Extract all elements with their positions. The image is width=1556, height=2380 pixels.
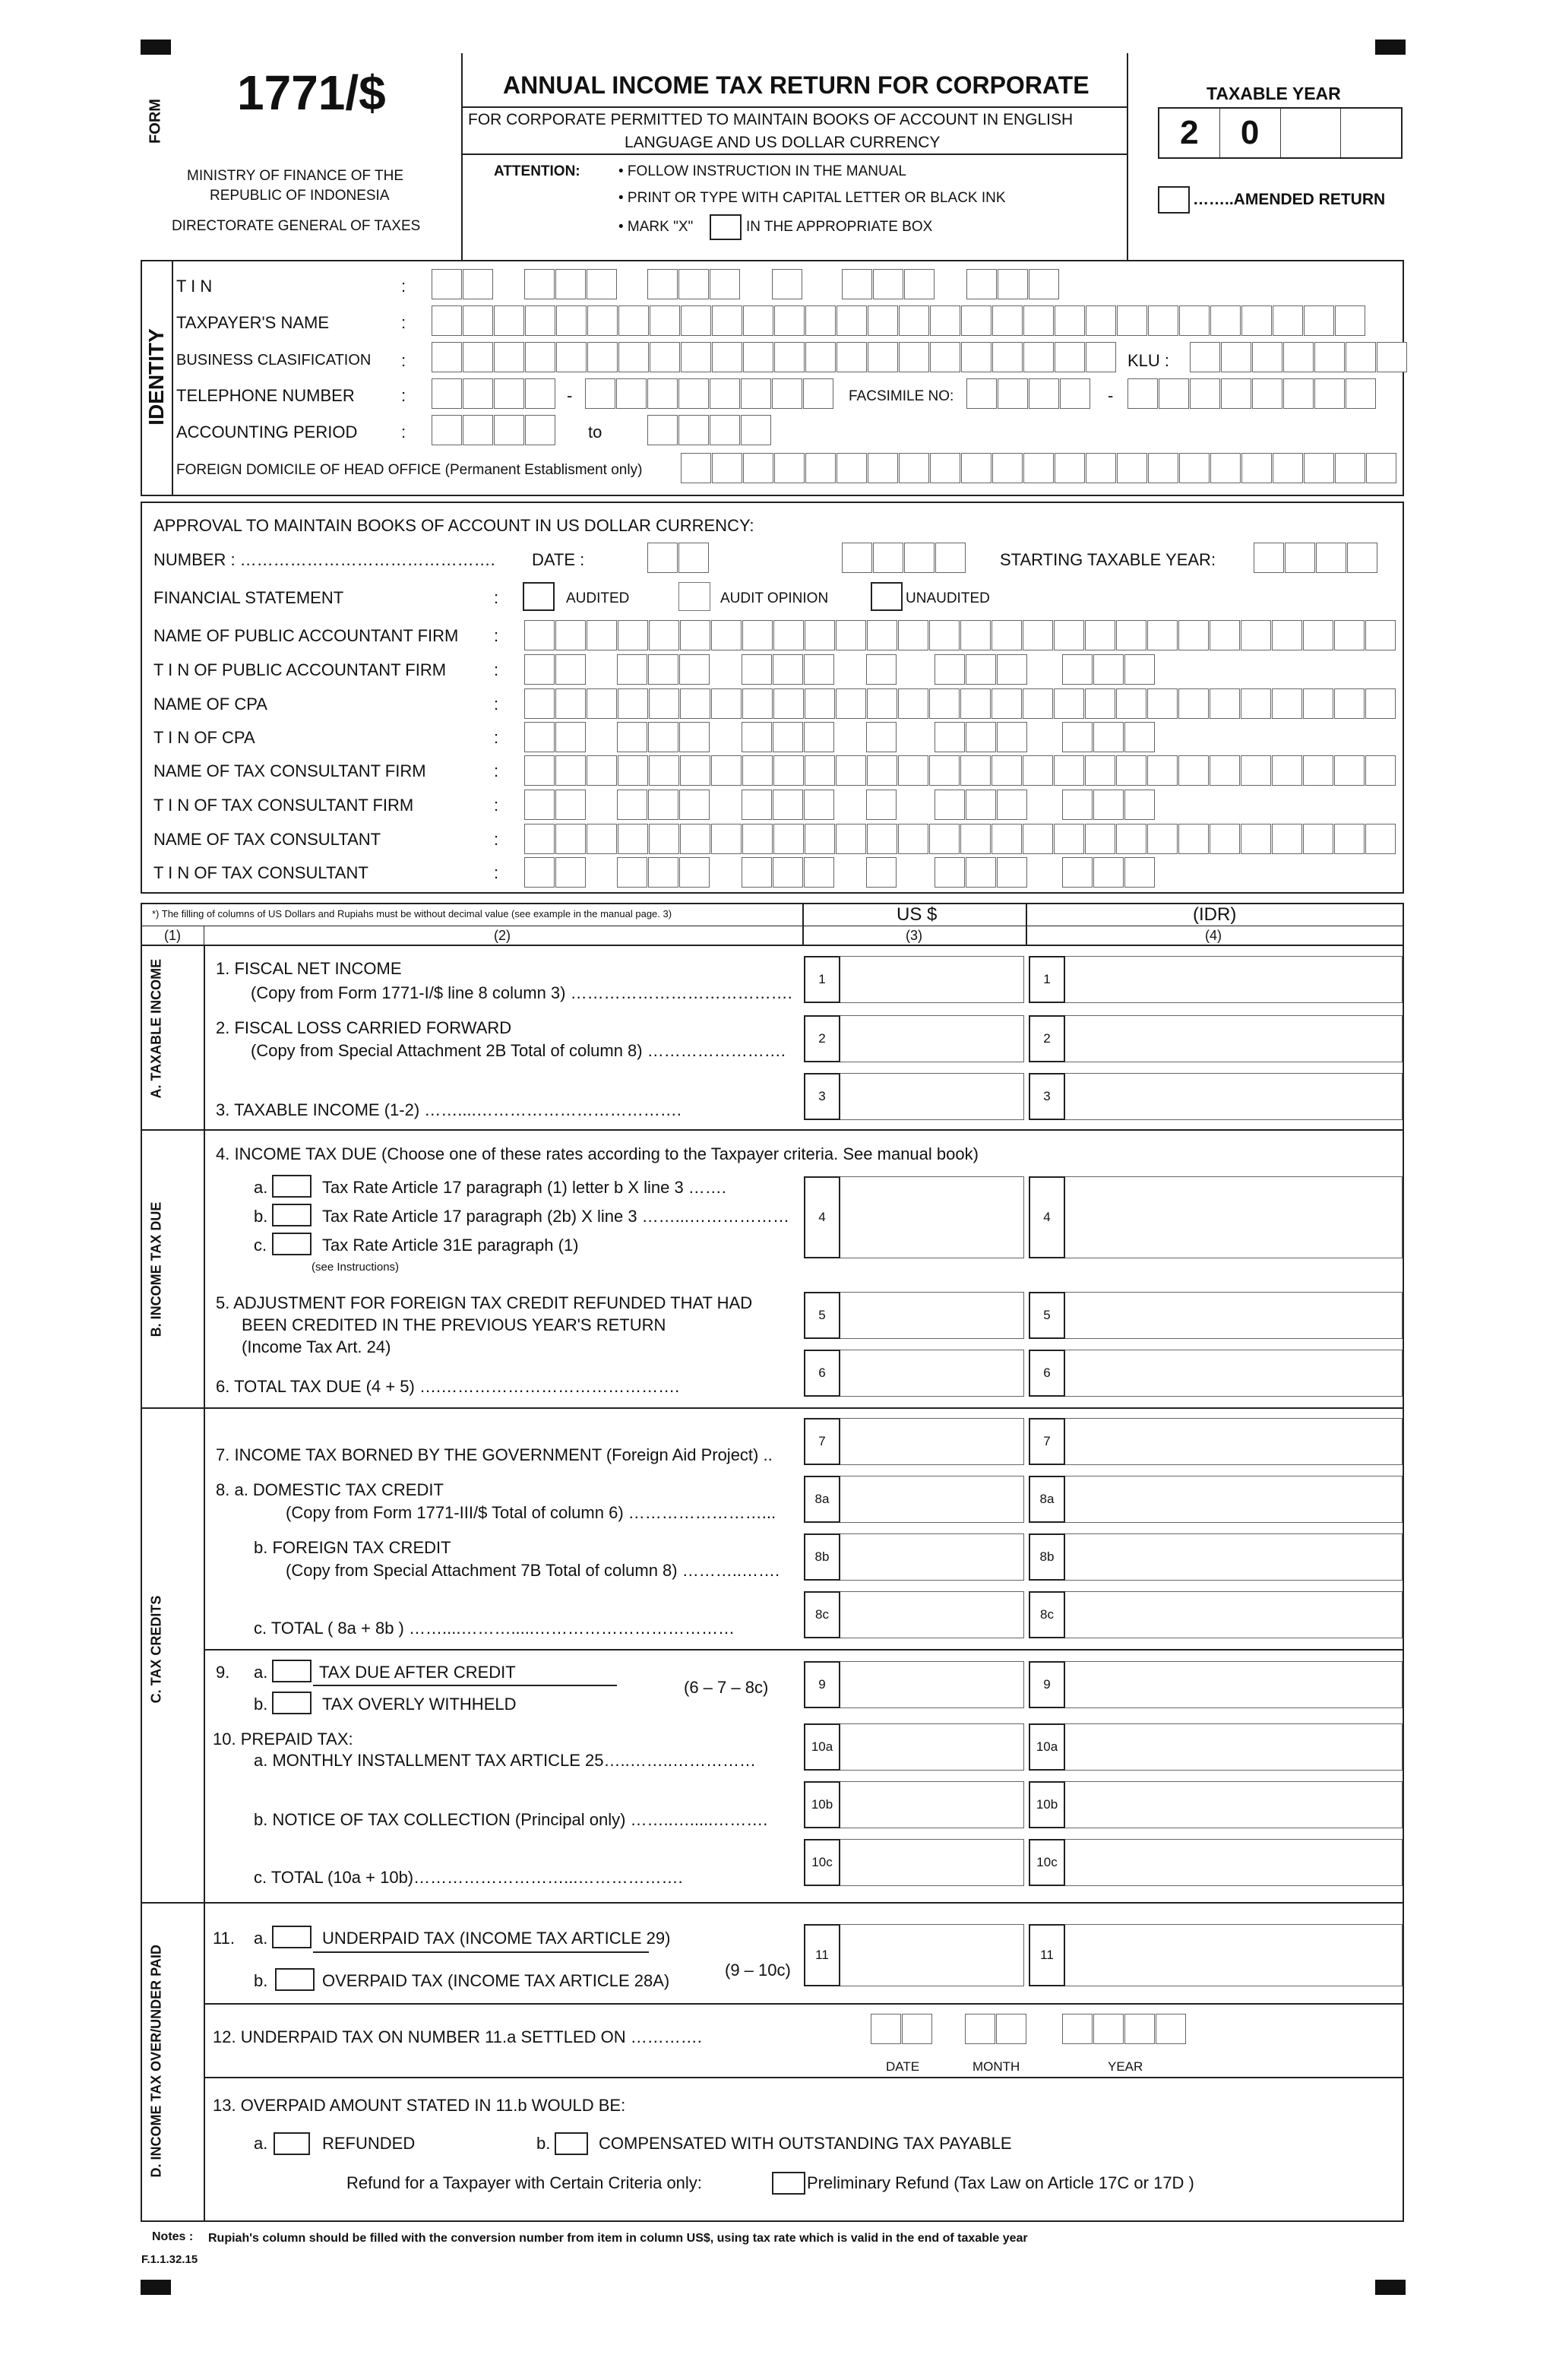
line-number-box: 1: [804, 956, 840, 1003]
audit-opinion-checkbox[interactable]: [678, 582, 710, 611]
line-number-box: 4: [804, 1176, 840, 1258]
line-number-box: 3: [804, 1073, 840, 1120]
instruction-3: • MARK "X": [618, 219, 694, 235]
line-number-box: 11: [1029, 1924, 1065, 1986]
tin-cells[interactable]: [772, 269, 803, 299]
col-idr-header: (IDR): [1193, 904, 1237, 925]
approval-month-year-cells[interactable]: [842, 543, 966, 573]
line-3-label: 3. TAXABLE INCOME (1-2) ……....……………………………….: [216, 1100, 682, 1119]
facsimile-label: FACSIMILE NO:: [849, 388, 954, 404]
to-label: to: [588, 423, 602, 442]
approval-tin-cells[interactable]: [866, 790, 897, 820]
line-number-box: 5: [804, 1292, 840, 1339]
idr-amount-field[interactable]: [1029, 1015, 1403, 1062]
amended-return-checkbox[interactable]: [1158, 186, 1190, 214]
approval-tin-cells[interactable]: [524, 654, 587, 685]
refunded-checkbox[interactable]: [274, 2132, 310, 2155]
settled-date-label: DATE: [886, 2059, 920, 2074]
form-title: ANNUAL INCOME TAX RETURN FOR CORPORATE: [503, 71, 1090, 99]
rate-a-checkbox[interactable]: [272, 1175, 312, 1198]
business-class-cells[interactable]: [432, 342, 1117, 372]
line-8b-label: b. FOREIGN TAX CREDIT: [254, 1538, 451, 1557]
compensated-label: COMPENSATED WITH OUTSTANDING TAX PAYABLE: [599, 2134, 1012, 2153]
approval-tin-cells[interactable]: [742, 857, 835, 888]
line-1-note: (Copy from Form 1771-I/$ line 8 column 3) ………………………………….: [251, 983, 792, 1002]
period-to-cells[interactable]: [647, 415, 772, 445]
tin-cells[interactable]: [842, 269, 935, 299]
approval-tin-cells[interactable]: [524, 790, 587, 820]
registration-mark: [141, 40, 171, 55]
line-5-label: 5. ADJUSTMENT FOR FOREIGN TAX CREDIT REFUNDED THAT HAD: [216, 1293, 753, 1312]
registration-mark: [141, 2280, 171, 2295]
line-number-box: 4: [1029, 1176, 1065, 1258]
line-10a-label: a. MONTHLY INSTALLMENT TAX ARTICLE 25…..……..……………: [254, 1751, 756, 1770]
line-4c-note: (see Instructions): [312, 1261, 400, 1274]
approval-tin-cells[interactable]: [742, 654, 835, 685]
refunded-label: REFUNDED: [322, 2134, 416, 2153]
line-12-label: 12. UNDERPAID TAX ON NUMBER 11.a SETTLED ON ………….: [213, 2027, 702, 2046]
approval-tin-cells[interactable]: [935, 722, 1028, 752]
line-number-box: 10b: [804, 1781, 840, 1828]
approval-tin-cells[interactable]: [935, 654, 1028, 685]
business-class-label: BUSINESS CLASIFICATION: [176, 352, 372, 369]
line-9-formula: (6 – 7 – 8c): [684, 1678, 769, 1697]
line-number-box: 8b: [804, 1533, 840, 1581]
notes-text: Rupiah's column should be filled with the conversion number from item in column US$, using tax rate which is valid in the end of taxable year: [208, 2232, 1028, 2245]
idr-amount-field[interactable]: [1029, 1073, 1403, 1120]
ministry-line-2: REPUBLIC OF INDONESIA: [210, 188, 390, 204]
settled-month-label: MONTH: [972, 2059, 1020, 2074]
line-number-box: 11: [804, 1924, 840, 1986]
approval-tin-cells[interactable]: [935, 857, 1028, 888]
approval-tin-cells[interactable]: [617, 790, 710, 820]
idr-amount-field[interactable]: [1029, 1781, 1403, 1828]
approval-tin-cells[interactable]: [1062, 722, 1156, 752]
sample-checkbox: [710, 214, 742, 240]
attention-label: ATTENTION:: [494, 163, 580, 179]
tax-overly-withheld-checkbox[interactable]: [272, 1692, 312, 1714]
tin-cells[interactable]: [647, 269, 741, 299]
rate-c-checkbox[interactable]: [272, 1233, 312, 1255]
rate-b-checkbox[interactable]: [272, 1204, 312, 1226]
idr-amount-field[interactable]: [1029, 1533, 1403, 1581]
tin-cells[interactable]: [432, 269, 494, 299]
idr-amount-field[interactable]: [1029, 1476, 1403, 1523]
approval-heading: APPROVAL TO MAINTAIN BOOKS OF ACCOUNT IN US DOLLAR CURRENCY:: [153, 516, 754, 535]
line-number-box: 5: [1029, 1292, 1065, 1339]
approval-tin-cells[interactable]: [742, 722, 835, 752]
year-digit[interactable]: 0: [1220, 109, 1281, 157]
foreign-domicile-label: FOREIGN DOMICILE OF HEAD OFFICE (Permanent Establisment only): [176, 462, 643, 478]
line-number-box: 8c: [804, 1591, 840, 1638]
idr-amount-field[interactable]: [1029, 1418, 1403, 1465]
registration-mark: [1375, 2280, 1406, 2295]
taxable-year-boxes[interactable]: [1158, 107, 1403, 159]
line-number-box: 2: [1029, 1015, 1065, 1062]
settled-month-cells[interactable]: [965, 2014, 1027, 2044]
instruction-1: • FOLLOW INSTRUCTION IN THE MANUAL: [618, 163, 906, 179]
idr-amount-field[interactable]: [1029, 1350, 1403, 1397]
tax-due-after-credit-checkbox[interactable]: [272, 1660, 312, 1682]
line-9a-label: TAX DUE AFTER CREDIT: [319, 1663, 516, 1682]
preliminary-refund-checkbox[interactable]: [772, 2172, 805, 2195]
line-1-label: 1. FISCAL NET INCOME: [216, 959, 402, 978]
amended-return-label: ……..AMENDED RETURN: [1193, 191, 1386, 208]
line-9b-label: TAX OVERLY WITHHELD: [322, 1695, 517, 1714]
klu-cells[interactable]: [1190, 342, 1408, 372]
starting-year-label: STARTING TAXABLE YEAR:: [1000, 550, 1216, 569]
line-2-note: (Copy from Special Attachment 2B Total of column 8) …………………….: [251, 1041, 786, 1060]
line-number-box: 3: [1029, 1073, 1065, 1120]
compensated-checkbox[interactable]: [555, 2132, 588, 2155]
approval-tin-cells[interactable]: [1062, 790, 1156, 820]
approval-tin-cells[interactable]: [1062, 857, 1156, 888]
line-number-box: 9: [804, 1661, 840, 1708]
settled-year-cells[interactable]: [1062, 2014, 1187, 2044]
audited-checkbox[interactable]: [523, 582, 555, 611]
line-7-label: 7. INCOME TAX BORNED BY THE GOVERNMENT (Foreign Aid Project) ..: [216, 1445, 773, 1464]
line-8a-label: 8. a. DOMESTIC TAX CREDIT: [216, 1480, 444, 1499]
idr-amount-field[interactable]: [1029, 1591, 1403, 1638]
underpaid-checkbox[interactable]: [272, 1926, 312, 1948]
foreign-domicile-cells[interactable]: [681, 453, 1397, 483]
fax-number-cells[interactable]: [1127, 378, 1377, 409]
financial-statement-label: FINANCIAL STATEMENT: [153, 588, 344, 607]
form-code: F.1.1.32.15: [141, 2253, 198, 2266]
idr-amount-field[interactable]: [1029, 1661, 1403, 1708]
line-4b-label: Tax Rate Article 17 paragraph (2b) X line 3 ……...………………: [322, 1207, 790, 1226]
approval-tin-cells[interactable]: [742, 790, 835, 820]
line-8c-label: c. TOTAL ( 8a + 8b ) ……....……….....………………………………: [254, 1619, 735, 1638]
line-number-box: 10a: [1029, 1723, 1065, 1771]
line-number-box: 6: [804, 1350, 840, 1397]
approval-date-cells[interactable]: [647, 543, 710, 573]
line-11b-label: OVERPAID TAX (INCOME TAX ARTICLE 28A): [322, 1971, 670, 1990]
col-usd-header: US $: [897, 904, 938, 925]
approval-tin-cells[interactable]: [617, 722, 710, 752]
section-a-label: A. TAXABLE INCOME: [148, 958, 164, 1099]
line-4-label: 4. INCOME TAX DUE (Choose one of these rates according to the Taxpayer criteria. See manual book): [216, 1144, 979, 1163]
form-subtitle-2: LANGUAGE AND US DOLLAR CURRENCY: [625, 134, 941, 151]
section-c-label: C. TAX CREDITS: [148, 1595, 164, 1704]
approval-tin-cells[interactable]: [524, 722, 587, 752]
year-digit[interactable]: [1341, 109, 1401, 157]
line-4c-label: Tax Rate Article 31E paragraph (1): [322, 1236, 579, 1255]
approval-date: DATE :: [532, 550, 585, 569]
approval-row-label: NAME OF TAX CONSULTANT: [153, 830, 381, 849]
approval-tin-cells[interactable]: [617, 654, 710, 685]
audited-label: AUDITED: [566, 590, 630, 606]
approval-name-cells[interactable]: [524, 824, 1396, 854]
section-d-label: D. INCOME TAX OVER/UNDER PAID: [148, 1945, 164, 2178]
line-number-box: 6: [1029, 1350, 1065, 1397]
instruction-4: IN THE APPROPRIATE BOX: [746, 219, 933, 235]
approval-row-label: T I N OF TAX CONSULTANT: [153, 863, 368, 882]
phone-number-cells[interactable]: [585, 378, 834, 409]
line-number-box: 10c: [804, 1839, 840, 1886]
line-number-box: 10b: [1029, 1781, 1065, 1828]
line-13-label: 13. OVERPAID AMOUNT STATED IN 11.b WOULD BE:: [213, 2096, 626, 2115]
refund-criteria-label: Refund for a Taxpayer with Certain Criteria only:: [346, 2173, 702, 2192]
tin-cells[interactable]: [966, 269, 1060, 299]
form-label: FORM: [147, 99, 164, 144]
line-number-box: 10c: [1029, 1839, 1065, 1886]
directorate: DIRECTORATE GENERAL OF TAXES: [172, 218, 421, 234]
klu-label: KLU :: [1127, 351, 1170, 370]
approval-row-label: NAME OF TAX CONSULTANT FIRM: [153, 761, 426, 780]
idr-amount-field[interactable]: [1029, 956, 1403, 1003]
form-subtitle-1: FOR CORPORATE PERMITTED TO MAINTAIN BOOKS OF ACCOUNT IN ENGLISH: [468, 111, 1074, 128]
approval-row-label: NAME OF CPA: [153, 695, 267, 714]
idr-amount-field[interactable]: [1029, 1292, 1403, 1339]
line-number-box: 2: [804, 1015, 840, 1062]
approval-name-cells[interactable]: [524, 620, 1396, 650]
registration-mark: [1375, 40, 1406, 55]
unaudited-label: UNAUDITED: [906, 590, 990, 606]
line-6-label: 6. TOTAL TAX DUE (4 + 5) ….…………………………………….: [216, 1377, 680, 1396]
approval-row-label: T I N OF CPA: [153, 728, 255, 747]
line-number-box: 8b: [1029, 1533, 1065, 1581]
unaudited-checkbox[interactable]: [871, 582, 903, 611]
line-number-box: 7: [1029, 1418, 1065, 1465]
line-number-box: 1: [1029, 956, 1065, 1003]
approval-row-label: T I N OF TAX CONSULTANT FIRM: [153, 796, 414, 815]
period-from-cells[interactable]: [432, 415, 556, 445]
line-2-label: 2. FISCAL LOSS CARRIED FORWARD: [216, 1018, 512, 1037]
line-number-box: 8a: [804, 1476, 840, 1523]
year-digit[interactable]: 2: [1159, 109, 1220, 157]
taxpayer-name-cells[interactable]: [432, 305, 1366, 336]
line-10c-label: c. TOTAL (10a + 10b)………………………...……………….: [254, 1868, 683, 1887]
idr-amount-field[interactable]: [1029, 1176, 1403, 1258]
tin-label: T I N: [176, 277, 213, 296]
approval-tin-cells[interactable]: [866, 722, 897, 752]
section-b-label: B. INCOME TAX DUE: [148, 1201, 164, 1337]
approval-tin-cells[interactable]: [935, 790, 1028, 820]
phone-area-cells[interactable]: [432, 378, 556, 409]
line-number-box: 9: [1029, 1661, 1065, 1708]
approval-row-label: NAME OF PUBLIC ACCOUNTANT FIRM: [153, 626, 459, 645]
tin-cells[interactable]: [524, 269, 618, 299]
telephone-label: TELEPHONE NUMBER: [176, 386, 355, 405]
identity-label: IDENTITY: [144, 328, 168, 426]
line-number-box: 8a: [1029, 1476, 1065, 1523]
approval-tin-cells[interactable]: [866, 857, 897, 888]
line-4a-label: Tax Rate Article 17 paragraph (1) letter b X line 3 …….: [322, 1178, 726, 1197]
instruction-2: • PRINT OR TYPE WITH CAPITAL LETTER OR BLACK INK: [618, 190, 1006, 206]
settled-date-cells[interactable]: [871, 2014, 933, 2044]
line-10-label: 10. PREPAID TAX:: [213, 1730, 353, 1749]
line-number-box: 7: [804, 1418, 840, 1465]
fax-area-cells[interactable]: [966, 378, 1091, 409]
accounting-period-label: ACCOUNTING PERIOD: [176, 423, 358, 442]
table-note: *) The filling of columns of US Dollars and Rupiahs must be without decimal value (see example in the manual page. 3): [152, 908, 672, 919]
approval-name-cells[interactable]: [524, 688, 1396, 719]
line-11a-label: UNDERPAID TAX (INCOME TAX ARTICLE 29): [322, 1929, 671, 1948]
approval-tin-cells[interactable]: [524, 857, 587, 888]
taxpayer-name-label: TAXPAYER'S NAME: [176, 313, 330, 332]
taxable-year-label: TAXABLE YEAR: [1207, 84, 1341, 103]
starting-year-cells[interactable]: [1254, 543, 1378, 573]
idr-amount-field[interactable]: [1029, 1839, 1403, 1886]
idr-amount-field[interactable]: [1029, 1723, 1403, 1771]
form-number: 1771/$: [237, 65, 386, 120]
line-11-formula: (9 – 10c): [725, 1961, 791, 1980]
approval-tin-cells[interactable]: [866, 654, 897, 685]
approval-row-label: T I N OF PUBLIC ACCOUNTANT FIRM: [153, 660, 447, 679]
notes-label: Notes :: [152, 2230, 194, 2243]
overpaid-checkbox[interactable]: [275, 1968, 315, 1991]
preliminary-refund-label: Preliminary Refund (Tax Law on Article 17C or 17D ): [807, 2173, 1194, 2192]
approval-tin-cells[interactable]: [617, 857, 710, 888]
approval-number: NUMBER : ……………………………………….: [153, 550, 495, 569]
line-number-box: 10a: [804, 1723, 840, 1771]
approval-name-cells[interactable]: [524, 755, 1396, 786]
audit-opinion-label: AUDIT OPINION: [720, 590, 829, 606]
year-digit[interactable]: [1281, 109, 1342, 157]
settled-year-label: YEAR: [1108, 2059, 1143, 2074]
ministry-line-1: MINISTRY OF FINANCE OF THE: [187, 168, 404, 184]
line-10b-label: b. NOTICE OF TAX COLLECTION (Principal only) ……..….....……….: [254, 1810, 768, 1829]
line-number-box: 8c: [1029, 1591, 1065, 1638]
approval-tin-cells[interactable]: [1062, 654, 1156, 685]
idr-amount-field[interactable]: [1029, 1924, 1403, 1986]
